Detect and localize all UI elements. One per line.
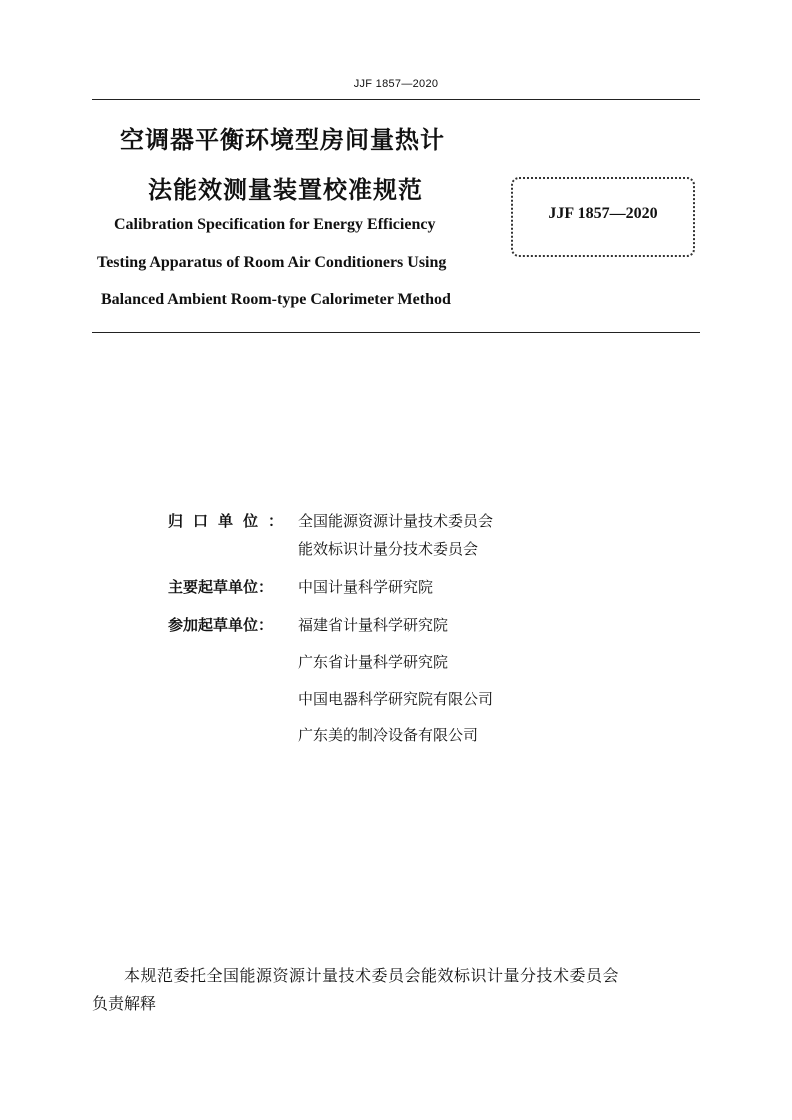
title-divider bbox=[92, 332, 700, 333]
title-english-line2: Testing Apparatus of Room Air Conditioners Using bbox=[97, 254, 447, 271]
main-drafter-unit: 中国计量科学研究院 bbox=[298, 578, 434, 596]
document-code-box bbox=[511, 177, 695, 257]
title-english-line1: Calibration Specification for Energy Efficiency bbox=[114, 216, 436, 233]
participating-drafter-label: 参加起草单位： bbox=[168, 616, 274, 634]
responsible-unit-2: 能效标识计量分技术委员会 bbox=[298, 540, 479, 558]
responsible-unit-label: 归口单位： bbox=[168, 512, 294, 530]
participating-unit: 福建省计量科学研究院 bbox=[298, 616, 449, 634]
interpretation-note bbox=[92, 962, 704, 1018]
header-code: JJF 1857—2020 bbox=[353, 78, 439, 90]
participating-unit: 广东省计量科学研究院 bbox=[298, 653, 449, 671]
responsible-unit-1: 全国能源资源计量技术委员会 bbox=[298, 512, 494, 530]
interpretation-note-line1: 本规范委托全国能源资源计量技术委员会能效标识计量分技术委员会 bbox=[124, 966, 620, 985]
interpretation-note-line2: 负责解释 bbox=[92, 994, 157, 1013]
participating-unit: 中国电器科学研究院有限公司 bbox=[298, 690, 494, 708]
main-drafter-label: 主要起草单位： bbox=[168, 578, 274, 596]
title-chinese-line2: 法能效测量装置校准规范 bbox=[148, 176, 423, 204]
title-english-line3: Balanced Ambient Room-type Calorimeter Method bbox=[101, 291, 451, 308]
header-divider bbox=[92, 99, 700, 100]
title-chinese-line1: 空调器平衡环境型房间量热计 bbox=[120, 126, 445, 154]
participating-unit: 广东美的制冷设备有限公司 bbox=[298, 726, 479, 744]
document-code: JJF 1857—2020 bbox=[548, 205, 658, 222]
